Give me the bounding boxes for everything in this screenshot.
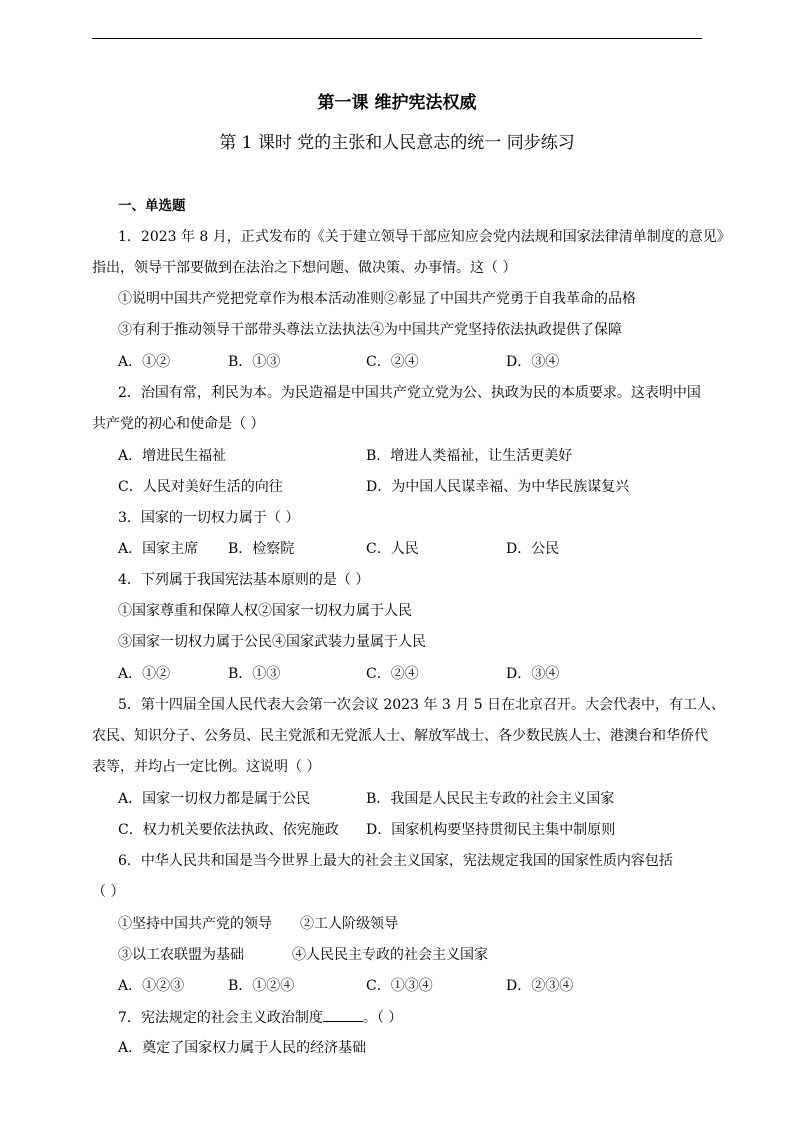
- q1-stem-line1: 1．2023 年 8 月，正式发布的《关于建立领导干部应知应会党内法规和国家法律清单制度的意见》: [118, 229, 731, 245]
- q5-option-d[interactable]: D．国家机构要坚持贯彻民主集中制原则: [366, 822, 616, 838]
- q4-option-b[interactable]: B．①③: [228, 666, 281, 682]
- q5-stem-line2: 农民、知识分子、公务员、民主党派和无党派人士、解放军战士、各少数民族人士、港澳台和华侨代: [92, 728, 708, 744]
- q6-stem-line1: 6．中华人民共和国是当今世界上最大的社会主义国家，宪法规定我国的国家性质内容包括: [118, 853, 673, 869]
- q6-option-c[interactable]: C．①③④: [366, 978, 433, 994]
- q6-option-d[interactable]: D．②③④: [506, 978, 574, 994]
- q6-option-b[interactable]: B．①②④: [228, 978, 295, 994]
- q5-option-c[interactable]: C．权力机关要依法执政、依宪施政: [118, 822, 339, 838]
- q1-options: [0, 352, 794, 372]
- q1-option-b[interactable]: B．①③: [228, 354, 281, 370]
- q4-statement-2: ③国家一切权力属于公民④国家武装力量属于人民: [118, 634, 426, 650]
- q6-statement-1: ①坚持中国共产党的领导: [118, 916, 272, 932]
- q4-option-a[interactable]: A．①②: [118, 666, 171, 682]
- q6-option-a[interactable]: A．①②③: [118, 978, 185, 994]
- q2-option-a[interactable]: A．增进民生福祉: [118, 448, 227, 464]
- q3-stem: 3．国家的一切权力属于（ ）: [118, 510, 300, 526]
- q1-statement-1: ①说明中国共产党把党章作为根本活动准则②彰显了中国共产党勇于自我革命的品格: [118, 291, 636, 307]
- q2-options-row2: [0, 477, 794, 497]
- q2-option-b[interactable]: B．增进人类福祉，让生活更美好: [366, 448, 573, 464]
- q3-option-c[interactable]: C．人民: [366, 541, 419, 557]
- q6-statement-2: ②工人阶级领导: [300, 916, 398, 932]
- q6-options: [0, 976, 794, 996]
- lesson-subtitle: 第 1 课时 党的主张和人民意志的统一 同步练习: [219, 133, 575, 153]
- q4-statement-1: ①国家尊重和保障人权②国家一切权力属于人民: [118, 603, 412, 619]
- q5-option-b[interactable]: B．我国是人民民主专政的社会主义国家: [366, 791, 615, 807]
- q5-stem-line3: 表等，并均占一定比例。这说明（ ）: [92, 759, 321, 775]
- q4-option-c[interactable]: C．②④: [366, 666, 419, 682]
- q1-option-a[interactable]: A．①②: [118, 354, 171, 370]
- q6-statements-row2: [0, 945, 794, 965]
- q7-stem-pre: 7．宪法规定的社会主义政治制度: [118, 1010, 323, 1026]
- q1-stem-line2: 指出，领导干部要做到在法治之下想问题、做决策、办事情。这（ ）: [92, 260, 517, 276]
- q3-option-a[interactable]: A．国家主席: [118, 541, 199, 557]
- q4-options: [0, 664, 794, 684]
- header-rule: [92, 38, 702, 39]
- q7-answer-blank: [323, 1007, 363, 1022]
- q1-option-c[interactable]: C．②④: [366, 354, 419, 370]
- lesson-title: 第一课 维护宪法权威: [317, 93, 477, 113]
- q7-stem: [118, 1007, 402, 1028]
- q2-options-row1: [0, 446, 794, 466]
- q1-option-d[interactable]: D．③④: [506, 354, 560, 370]
- q4-option-d[interactable]: D．③④: [506, 666, 560, 682]
- q3-options: [0, 539, 794, 559]
- q5-options-row1: [0, 789, 794, 809]
- q5-option-a[interactable]: A．国家一切权力都是属于公民: [118, 791, 311, 807]
- q5-options-row2: [0, 820, 794, 840]
- q5-stem-line1: 5．第十四届全国人民代表大会第一次会议 2023 年 3 月 5 日在北京召开。大会代表中，有工人、: [118, 697, 726, 713]
- q6-statement-3: ③以工农联盟为基础: [118, 947, 244, 963]
- q6-statement-4: ④人民民主专政的社会主义国家: [292, 947, 488, 963]
- q2-stem-line1: 2．治国有常，利民为本。为民造福是中国共产党立党为公、执政为民的本质要求。这表明中国: [118, 385, 701, 401]
- q2-option-d[interactable]: D．为中国人民谋幸福、为中华民族谋复兴: [366, 479, 630, 495]
- q7-option-a[interactable]: A．奠定了国家权力属于人民的经济基础: [118, 1040, 367, 1056]
- q4-stem: 4．下列属于我国宪法基本原则的是（ ）: [118, 572, 370, 588]
- q3-option-b[interactable]: B．检察院: [228, 541, 295, 557]
- q2-option-c[interactable]: C．人民对美好生活的向往: [118, 479, 283, 495]
- q3-option-d[interactable]: D．公民: [506, 541, 560, 557]
- q2-stem-line2: 共产党的初心和使命是（ ）: [92, 416, 265, 432]
- section-heading: 一、单选题: [118, 198, 186, 214]
- q1-statement-2: ③有利于推动领导干部带头尊法立法执法④为中国共产党坚持依法执政提供了保障: [118, 322, 622, 338]
- q7-stem-post: 。（ ）: [362, 1010, 403, 1026]
- q6-stem-line2: （ ）: [92, 884, 125, 900]
- q6-statements-row1: [0, 914, 794, 934]
